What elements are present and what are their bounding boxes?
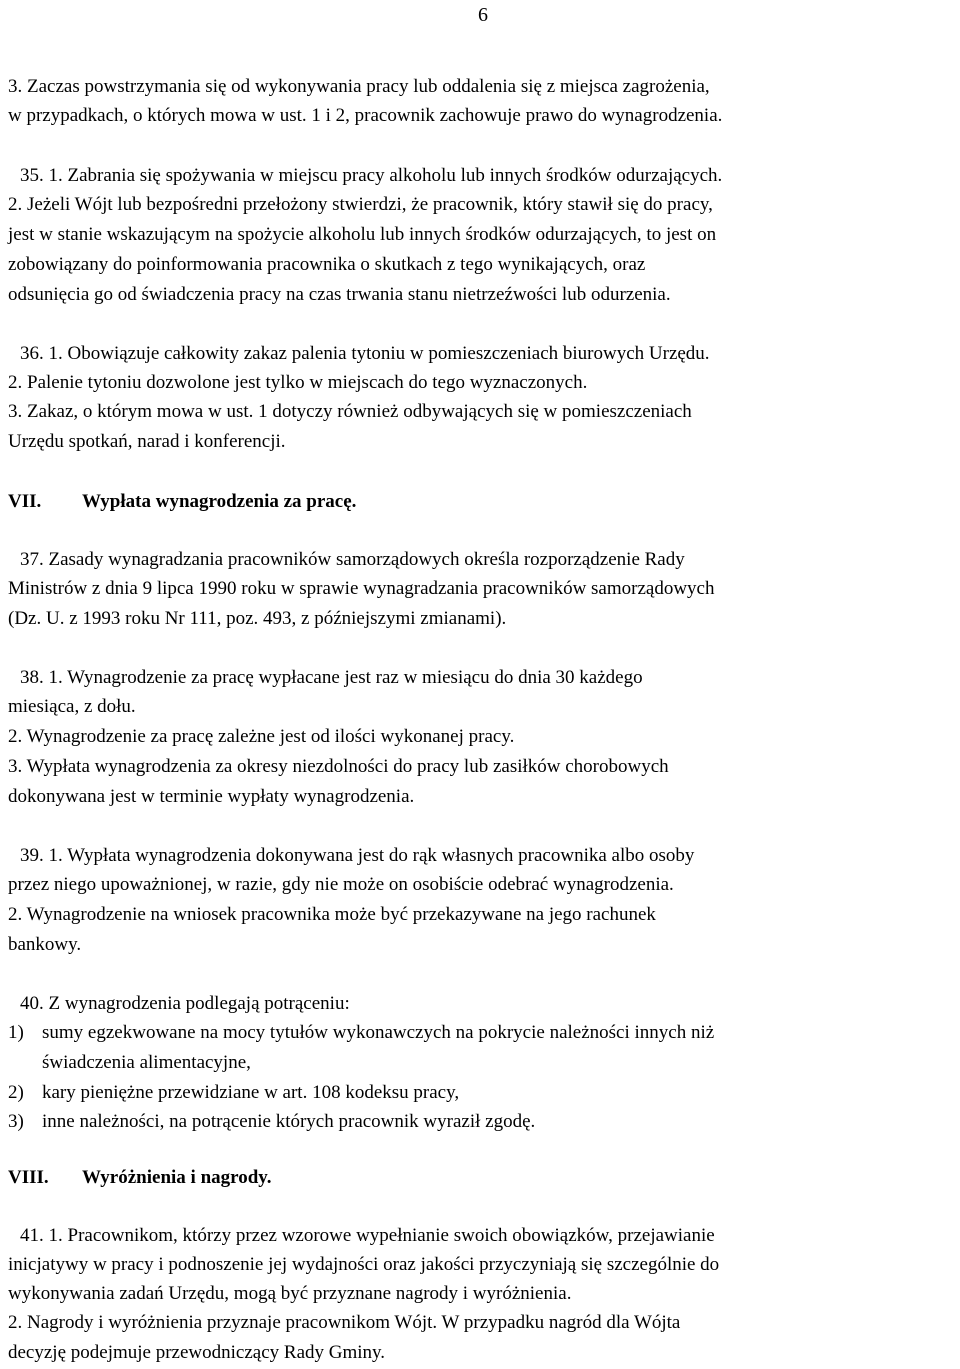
text-line: kary pieniężne przewidziane w art. 108 kodeksu pracy, (42, 1082, 460, 1103)
list-number: 2) (8, 1082, 24, 1103)
section-heading (8, 492, 356, 511)
text-line: Ministrów z dnia 9 lipca 1990 roku w sprawie wynagradzania pracowników samorządowych (8, 578, 715, 599)
list-number: 1) (8, 1022, 24, 1043)
text-line: 38. 1. Wynagrodzenie za pracę wypłacane jest raz w miesiącu do dnia 30 każdego (20, 667, 643, 688)
list-item (8, 1083, 36, 1102)
text-line: 41. 1. Pracownikom, którzy przez wzorowe wypełnianie swoich obowiązków, przejawianie (20, 1225, 715, 1246)
text-line: 2. Nagrody i wyróżnienia przyznaje pracownikom Wójt. W przypadku nagród dla Wójta (8, 1312, 681, 1333)
text-line: 2. Palenie tytoniu dozwolone jest tylko w miejscach do tego wyznaczonych. (8, 372, 588, 393)
text-line: 2. Wynagrodzenie za pracę zależne jest od ilości wykonanej pracy. (8, 726, 515, 747)
text-line: 35. 1. Zabrania się spożywania w miejscu pracy alkoholu lub innych środków odurzających. (20, 165, 723, 186)
text-line: wykonywania zadań Urzędu, mogą być przyznane nagrody i wyróżnienia. (8, 1283, 572, 1304)
text-line: 40. Z wynagrodzenia podlegają potrąceniu: (20, 993, 350, 1014)
text-line: Urzędu spotkań, narad i konferencji. (8, 431, 286, 452)
text-line: dokonywana jest w terminie wypłaty wynagrodzenia. (8, 786, 415, 807)
text-line: miesiąca, z dołu. (8, 696, 136, 717)
text-line: odsunięcia go od świadczenia pracy na czas trwania stanu nietrzeźwości lub odurzenia. (8, 284, 671, 305)
text-line: 37. Zasady wynagradzania pracowników samorządowych określa rozporządzenie Rady (20, 549, 685, 570)
text-line: sumy egzekwowane na mocy tytułów wykonawczych na pokrycie należności innych niż (42, 1022, 715, 1043)
text-line: bankowy. (8, 934, 82, 955)
section-title: Wypłata wynagrodzenia za pracę. (82, 491, 357, 512)
text-line: 3. Zaczas powstrzymania się od wykonywania pracy lub oddalenia się z miejsca zagrożenia, (8, 76, 710, 97)
list-number: 3) (8, 1111, 24, 1132)
text-line: w przypadkach, o których mowa w ust. 1 i 2, pracownik zachowuje prawo do wynagrodzenia. (8, 105, 723, 126)
section-number: VIII. (8, 1167, 49, 1188)
text-line: przez niego upoważnionej, w razie, gdy nie może on osobiście odebrać wynagrodzenia. (8, 874, 674, 895)
text-line: inicjatywy w pracy i podnoszenie jej wydajności oraz jakości przyczyniają się szczególnie do (8, 1254, 720, 1275)
text-line: 2. Jeżeli Wójt lub bezpośredni przełożony stwierdzi, że pracownik, który stawił się do pracy, (8, 194, 713, 215)
section-title: Wyróżnienia i nagrody. (82, 1167, 272, 1188)
text-line: 3. Zakaz, o którym mowa w ust. 1 dotyczy również odbywających się w pomieszczeniach (8, 401, 692, 422)
list-item (8, 1023, 36, 1042)
text-line: jest w stanie wskazującym na spożycie alkoholu lub innych środków odurzających, to jest on (8, 224, 717, 245)
page-number: 6 (478, 4, 488, 26)
text-line: inne należności, na potrącenie których pracownik wyraził zgodę. (42, 1111, 536, 1132)
section-number: VII. (8, 491, 42, 512)
text-line: świadczenia alimentacyjne, (42, 1052, 251, 1073)
text-line: 2. Wynagrodzenie na wniosek pracownika może być przekazywane na jego rachunek (8, 904, 656, 925)
text-line: 3. Wypłata wynagrodzenia za okresy niezdolności do pracy lub zasiłków chorobowych (8, 756, 669, 777)
text-line: zobowiązany do poinformowania pracownika o skutkach z tego wynikających, oraz (8, 254, 646, 275)
list-item (8, 1112, 36, 1131)
text-line: (Dz. U. z 1993 roku Nr 111, poz. 493, z późniejszymi zmianami). (8, 608, 507, 629)
text-line: 39. 1. Wypłata wynagrodzenia dokonywana jest do rąk własnych pracownika albo osoby (20, 845, 695, 866)
section-heading (8, 1168, 272, 1187)
text-line: 36. 1. Obowiązuje całkowity zakaz palenia tytoniu w pomieszczeniach biurowych Urzędu. (20, 343, 710, 364)
text-line: decyzję podejmuje przewodniczący Rady Gminy. (8, 1342, 386, 1363)
